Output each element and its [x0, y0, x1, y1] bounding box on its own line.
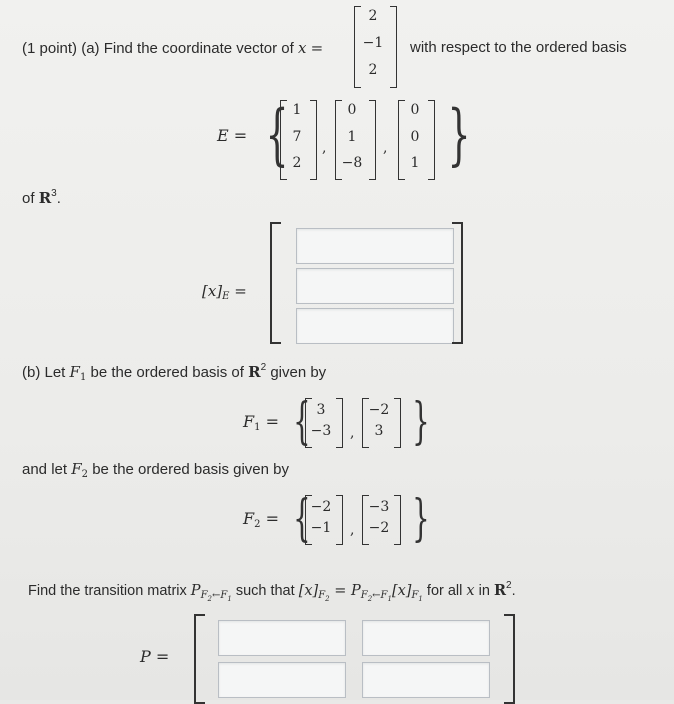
find-tail: in — [478, 583, 490, 599]
f1-symbol: F — [69, 363, 80, 381]
p-input-11[interactable] — [218, 620, 346, 656]
x-symbol: x — [466, 583, 475, 599]
answer-right-bracket — [452, 222, 463, 344]
p-f2-f1: $P_{F_2\leftarrow F_1}$ — [190, 583, 232, 603]
r-symbol: R — [38, 189, 52, 207]
equation: $[x]_{F_2} = P_{F_2\leftarrow F_1}[x]_{F_1}$ — [298, 583, 423, 603]
f2-v1-entry: −2 — [310, 499, 332, 515]
f1-v2-entry: 3 — [374, 423, 384, 439]
x-vector-entry: −1 — [362, 35, 384, 51]
comma: , — [350, 425, 355, 441]
f2-symbol: F — [71, 460, 82, 478]
x-symbol: x — [297, 39, 307, 57]
e3-entry: 1 — [410, 155, 420, 171]
comma: , — [350, 522, 355, 538]
p-label: P = — [140, 647, 170, 666]
f1-v2-right-bracket — [394, 398, 401, 448]
and-let-suffix: be the ordered basis given by — [92, 461, 289, 478]
e1-entry: 1 — [292, 102, 302, 118]
of-r3-text: of $R^3$. — [22, 188, 61, 207]
x-vector-entry: 2 — [368, 8, 378, 24]
answer-input-3[interactable] — [296, 308, 454, 344]
basis-e-symbol: E — [217, 126, 229, 145]
p-symbol: P — [140, 647, 151, 666]
f2-v2-right-bracket — [394, 495, 401, 545]
f1-label: $F_1$ = — [243, 412, 279, 433]
e2-entry: 1 — [347, 129, 357, 145]
part-b-mid: be the ordered basis of — [90, 364, 244, 381]
comma: , — [383, 140, 388, 156]
f2-label: $F_2$ = — [243, 509, 279, 530]
f2-right-brace: } — [412, 489, 430, 547]
f1-right-brace: } — [412, 392, 430, 450]
e2-entry: 0 — [347, 102, 357, 118]
f1-label-subscript: 1 — [254, 422, 261, 433]
find-transition-prompt: Find the transition matrix $P_{F_2\leftarrow F_1}$ such that $[x]_{F_2} = P_{F_2\leftarrow F_1}[x]_{F_1}$ for all x in $R^2$. — [28, 580, 516, 603]
answer-subscript: E — [222, 291, 230, 302]
e3-entry: 0 — [410, 129, 420, 145]
answer-input-1[interactable] — [296, 228, 454, 264]
of-word: of — [22, 190, 35, 207]
f2-v1-entry: −1 — [310, 520, 332, 536]
and-let-prefix: and let — [22, 461, 68, 478]
f1-v1-entry: 3 — [316, 402, 326, 418]
f1-label-symbol: F — [243, 412, 255, 431]
comma: , — [322, 140, 327, 156]
r-exponent: 2 — [260, 362, 267, 373]
e1-entry: 2 — [292, 155, 302, 171]
find-suffix: for all — [426, 583, 463, 599]
equals-sign: = — [310, 39, 324, 57]
find-mid: such that — [235, 583, 295, 599]
f1-v2-entry: −2 — [368, 402, 390, 418]
p-input-22[interactable] — [362, 662, 490, 698]
basis-e-right-brace: } — [447, 96, 471, 173]
f1-subscript: 1 — [79, 372, 87, 383]
part-b-intro — [22, 362, 326, 383]
part-a-prompt — [22, 39, 323, 57]
f1-v1-right-bracket — [336, 398, 343, 448]
f2-label-subscript: 2 — [254, 519, 261, 530]
f2-subscript: 2 — [81, 469, 89, 480]
part-b-prefix: (b) Let — [22, 364, 66, 381]
r-exponent: 3 — [51, 188, 57, 199]
part-a-prompt-suffix: with respect to the ordered basis — [410, 39, 627, 56]
f2-v2-entry: −3 — [368, 499, 390, 515]
find-prefix: Find the transition matrix — [28, 583, 187, 599]
f2-v1-right-bracket — [336, 495, 343, 545]
e3-right-bracket — [428, 100, 435, 180]
basis-e-label: E = — [217, 126, 248, 145]
basis-e-left-brace: { — [265, 96, 289, 173]
p-input-21[interactable] — [218, 662, 346, 698]
r-symbol: R — [248, 363, 261, 381]
e1-entry: 7 — [292, 129, 302, 145]
e1-right-bracket — [310, 100, 317, 180]
and-let-f2 — [22, 460, 289, 480]
x-vector-right-bracket — [390, 6, 397, 88]
f1-v1-entry: −3 — [310, 423, 332, 439]
p-right-bracket — [504, 614, 515, 704]
f1-left-brace: { — [293, 392, 311, 450]
x-vector-entry: 2 — [368, 62, 378, 78]
f2-label-symbol: F — [243, 509, 255, 528]
p-input-12[interactable] — [362, 620, 490, 656]
answer-input-2[interactable] — [296, 268, 454, 304]
r-symbol: R — [493, 582, 507, 599]
part-a-prompt-prefix: (1 point) (a) Find the coordinate vector of — [22, 40, 294, 57]
x-bracket-label: [x] — [202, 282, 223, 300]
r-exponent: 2 — [506, 580, 512, 591]
part-b-suffix: given by — [270, 364, 327, 381]
e3-entry: 0 — [410, 102, 420, 118]
e2-right-bracket — [369, 100, 376, 180]
answer-label: $[x]_E$ = — [202, 282, 247, 302]
answer-left-bracket — [270, 222, 281, 344]
f2-v2-entry: −2 — [368, 520, 390, 536]
f2-left-brace: { — [293, 489, 311, 547]
p-left-bracket — [194, 614, 205, 704]
e2-entry: −8 — [341, 155, 363, 171]
